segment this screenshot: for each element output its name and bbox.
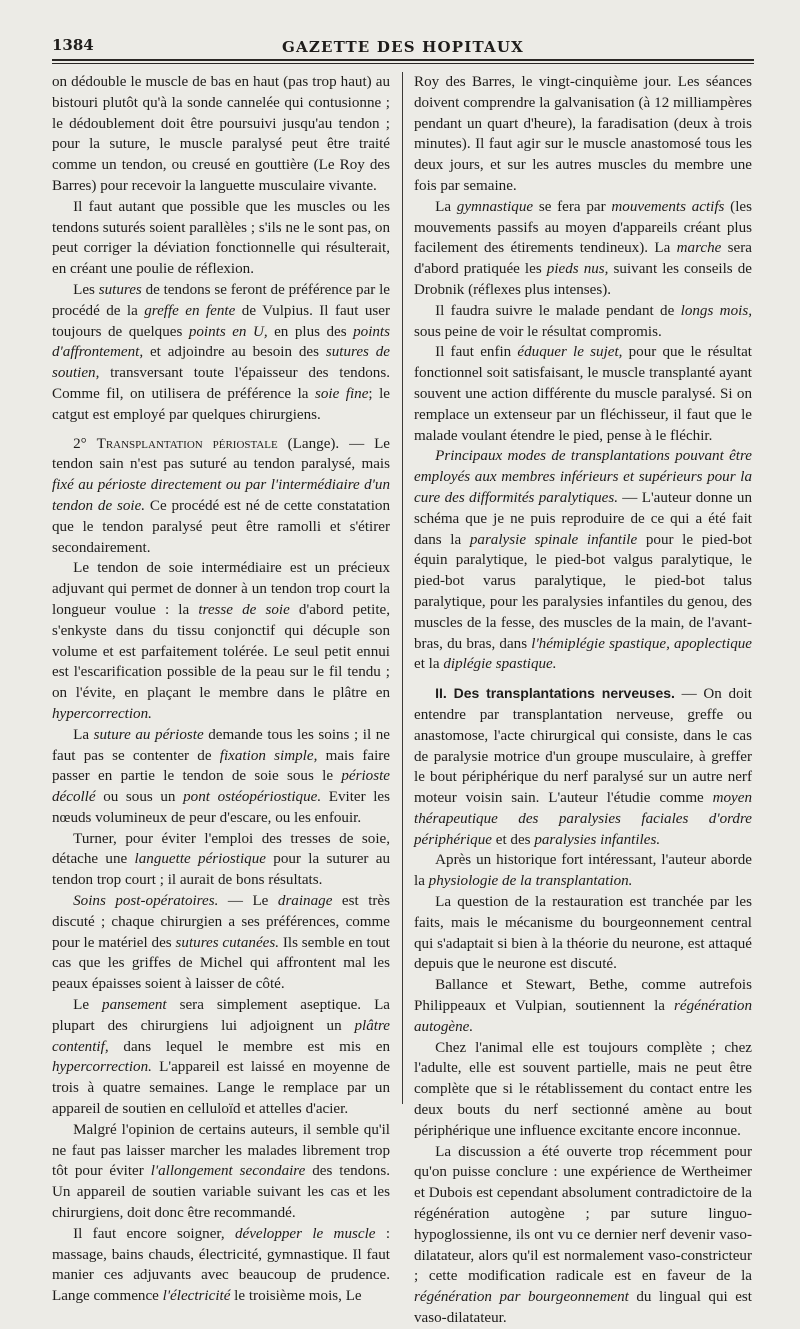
text-run: La discussion a été ouverte trop récemment pour qu'on puisse conclure : une expérience de Wertheimer et Dubois est cependant absolument contradictoire de la régénération autogène ; par suture linguo-hypoglossienne, ils ont vu ce dernier nerf devenir vaso-dilatateur, alors qu'il est normalement vaso-constricteur ; cette modification radicale est en faveur de la xyxy=(414,1143,752,1285)
text-run: Il faut autant que possible que les muscles ou les tendons suturés soient parallèles ; s'ils ne le sont pas, on peut corriger la déviation fonctionnelle qui résulterait, en créant une poulie de réflexion. xyxy=(52,198,390,278)
italic-run: points d'affrontement, xyxy=(52,323,390,361)
paragraph xyxy=(52,725,390,829)
text-run: ; le catgut est employé par quelques chirurgiens. xyxy=(52,385,390,423)
italic-run: Principaux modes de transplantations pouvant être employés aux membres inférieurs et supérieurs pour la cure des difformités paralytiques. xyxy=(414,448,752,506)
italic-run: diplégie spastique. xyxy=(443,656,557,673)
paragraph xyxy=(414,342,752,446)
text-run: Il faut enfin xyxy=(435,344,518,361)
text-run: Malgré l'opinion de certains auteurs, il semble qu'il ne faut pas laisser marcher les malades librement trop tôt pour éviter xyxy=(52,1121,390,1180)
text-run: pour la suturer au tendon trop court ; il aurait de bons résultats. xyxy=(52,851,390,889)
italic-run: régénération par bourgeonnement xyxy=(414,1289,629,1306)
text-run: ou sous un xyxy=(95,789,184,806)
text-run: sera simplement aseptique. La plupart des chirurgiens lui adjoignent un xyxy=(52,997,390,1034)
text-run: et la xyxy=(414,656,444,673)
italic-run: gymnastique xyxy=(456,198,534,215)
paragraph xyxy=(414,1142,752,1329)
text-run: Roy des Barres, le vingt-cinquième jour. Les séances doivent comprendre la galvanisation (à 12 milliampères pendant un quart d'heure), la faradisation (deux à trois minutes). Il faut agir sur le muscle anastomosé tous les deux jours, et sur les autres muscles du membre une fois par semaine. xyxy=(414,74,752,194)
text-run: de Vulpius. Il faut user toujours de quelques xyxy=(52,302,390,340)
page-header xyxy=(52,28,754,58)
paragraph xyxy=(52,434,390,559)
text-run: (les mouvements passifs au moyen d'appareils créant plus facilement des étirements tendineux). La xyxy=(414,198,752,257)
italic-run: physiologie de la transplantation. xyxy=(428,873,633,890)
italic-run: paralysie spinale infantile xyxy=(469,531,638,548)
italic-run: moyen thérapeutique des paralysies faciales d'ordre périphérique xyxy=(414,790,752,848)
italic-run: hypercorrection. xyxy=(52,705,152,722)
italic-run: l'électricité xyxy=(162,1288,231,1305)
text-run: Ils semble en tout cas que les griffes de Michel qui affrontent mal les peaux épaisses soient à laisser de côté. xyxy=(52,934,390,993)
text-run: d'abord petite, s'enkyste dans du tissu conjonctif qui décuple son volume et est parfaitement tolérée. Le seul petit ennui est l'escarification possible de la peau sur le fil tendu ; on l'évite, en plaçant le membre dans le plâtre en xyxy=(52,601,390,702)
paragraph xyxy=(52,891,390,995)
italic-run: fixation simple, xyxy=(219,747,318,764)
column-divider xyxy=(402,72,403,1104)
text-run: des tendons. Un appareil de soutien variable suivant les cas et les chirurgiens, doit donc être recommandé. xyxy=(52,1163,390,1222)
paragraph xyxy=(414,850,752,892)
text-run: transversant toute l'épaisseur des tendons. Comme fil, on utilisera de préférence la xyxy=(52,365,390,402)
text-run: La question de la restauration est tranchée par les faits, mais le mécanisme du bourgeonnement central qui s'adaptait si bien à la théorie du neurone, est attaqué depuis que le neurone est discuté. xyxy=(414,894,752,973)
text-run: se fera par xyxy=(533,198,612,215)
text-run: Les xyxy=(73,281,99,298)
section-heading: II. Des transplantations nerveuses. xyxy=(435,685,675,702)
text-run: est très discuté ; chaque chirurgien a ses préférences, comme pour le matériel des xyxy=(52,893,390,951)
text-run: le troisième mois, Le xyxy=(230,1288,362,1305)
paragraph xyxy=(414,72,752,197)
text-run: La xyxy=(435,198,457,215)
text-run: et des xyxy=(491,831,535,848)
italic-run: fixé au périoste directement ou par l'intermédiaire d'un tendon de soie. xyxy=(52,477,390,514)
text-run: Il faut encore soigner, xyxy=(73,1225,235,1242)
italic-run: points en U, xyxy=(188,323,268,340)
text-run: du lingual qui est vaso-dilatateur. xyxy=(414,1289,752,1327)
text-run: de tendons se feront de préférence par le procédé de la xyxy=(52,281,390,319)
text-run: pour le pied-bot équin paralytique, le pied-bot valgus paralytique, le pied-bot varus paralytique, le pied-bot talus paralytique, pour les paralysies infantiles du genou, des muscles de la fesse, des muscles de la main, de l'avant-bras, du bras, dans xyxy=(414,531,752,652)
text-run: et adjoindre au besoin des xyxy=(143,344,326,361)
italic-run: l'allongement secondaire xyxy=(150,1163,306,1180)
text-run: Il faudra suivre le malade pendant de xyxy=(435,302,681,319)
paragraph xyxy=(414,683,752,850)
text-run: Après un historique fort intéressant, l'auteur aborde la xyxy=(414,852,752,890)
paragraph xyxy=(414,975,752,1037)
paragraph xyxy=(414,446,752,675)
text-run: L'appareil est laissé en moyenne de trois à quatre semaines. Lange le remplace par un appareil de soutien en celluloïd et attelles d'acier. xyxy=(52,1059,390,1118)
text-run: en plus des xyxy=(267,323,354,340)
paragraph xyxy=(52,995,390,1120)
italic-run: sutures de soutien, xyxy=(52,344,390,382)
italic-run: drainage xyxy=(277,893,333,910)
text-run: Le xyxy=(73,997,103,1014)
italic-run: paralysies infantiles. xyxy=(534,831,661,848)
text-run: La xyxy=(73,726,94,743)
paragraph xyxy=(52,280,390,426)
text-run: : massage, bains chauds, électricité, gymnastique. Il faut manier ces adjuvants avec beaucoup de prudence. Lange commence xyxy=(52,1225,391,1305)
text-run: on dédouble le muscle de bas en haut (pas trop haut) au bistouri plutôt qu'à la sonde cannelée qui contusionne ; le dédoublement doit être poursuivi jusqu'au tendon ; pour la suture, le muscle paralysé peut être traité comme un tendon, ou creusé en gouttière (Le Roy des Barres) pour recevoir la languette musculaire vivante. xyxy=(52,74,390,194)
text-run: mais faire passer en partie le tendon de soie sous le xyxy=(52,747,390,785)
text-run: — L'auteur donne un schéma que je ne puis reproduire de ce qui a été fait dans la xyxy=(414,489,752,548)
paragraph xyxy=(414,892,752,975)
paragraph xyxy=(52,558,390,724)
italic-run: développer le muscle xyxy=(234,1225,376,1242)
italic-run: tresse de soie xyxy=(198,601,290,618)
text-run: Eviter les nœuds volumineux de peur d'escare, ou les enfouir. xyxy=(52,789,391,826)
italic-run: l'hémiplégie spastique, apoplectique xyxy=(531,635,752,652)
right-column xyxy=(414,72,752,1329)
text-run: Turner, pour éviter l'emploi des tresses de soie, détache une xyxy=(52,830,390,868)
italic-run: mouvements actifs xyxy=(611,198,725,215)
text-run: 2° xyxy=(73,435,97,452)
italic-run: sutures xyxy=(98,281,142,298)
text-run: Ballance et Stewart, Bethe, comme autrefois Philippeaux et Vulpian, soutiennent la xyxy=(414,977,752,1015)
text-run: sous peine de voir le résultat compromis. xyxy=(414,323,662,340)
header-rule-thick xyxy=(52,59,754,61)
page-number: 1384 xyxy=(52,36,94,54)
text-run: dans lequel le membre est mis en xyxy=(108,1038,390,1055)
text-run: (Lange). — Le tendon sain n'est pas suturé au tendon paralysé, mais xyxy=(52,435,390,473)
text-run: suivant les conseils de Drobnik (réflexes plus intenses). xyxy=(414,261,753,298)
italic-run: Soins post-opératoires. xyxy=(73,893,219,910)
italic-run: pont ostéopériostique. xyxy=(183,789,322,806)
italic-run: longs mois, xyxy=(680,302,752,319)
italic-run: périoste décollé xyxy=(52,768,390,806)
paragraph xyxy=(52,1224,390,1307)
italic-run: pansement xyxy=(102,997,167,1014)
paragraph xyxy=(414,301,752,343)
header-rule-thin xyxy=(52,63,754,64)
italic-run: suture au périoste xyxy=(93,726,204,743)
italic-run: greffe en fente xyxy=(144,302,236,319)
paragraph xyxy=(414,197,752,301)
italic-run: pieds nus, xyxy=(546,261,609,278)
section-heading: Transplantation périostale xyxy=(96,435,278,452)
paragraph xyxy=(52,1120,390,1224)
journal-title: GAZETTE DES HOPITAUX xyxy=(281,38,524,56)
text-run: sera d'abord pratiquée les xyxy=(414,240,752,278)
text-run: Chez l'animal elle est toujours complète ; chez l'adulte, elle est souvent partielle, mais ne peut être complète que si le rétablissement du contact entre les deux bouts du nerf sectionné amène au bout périphérique une influence excitante encore inconnue. xyxy=(414,1039,752,1139)
italic-run: soie fine xyxy=(314,385,369,402)
paragraph xyxy=(52,829,390,891)
text-run: demande tous les soins ; il ne faut pas se contenter de xyxy=(52,726,390,764)
italic-run: languette périostique xyxy=(134,851,266,868)
text-run: Le tendon de soie intermédiaire est un précieux adjuvant qui permet de donner à un tendon trop court la longueur voulue : la xyxy=(52,560,390,618)
text-run: Ce procédé est né de cette constatation que le tendon paralysé peut être ramolli et s'étirer secondairement. xyxy=(52,497,391,556)
left-column xyxy=(52,72,390,1307)
italic-run: marche xyxy=(676,240,722,257)
italic-run: régénération autogène. xyxy=(414,998,752,1035)
text-run: — Le xyxy=(218,893,278,910)
text-run: — On doit entendre par transplantation nerveuse, greffe ou anastomose, l'acte chirurgical qui consiste, dans le cas de paralysie motrice d'un groupe musculaire, à greffer le bout périphérique du nerf paralysé sur un autre nerf moteur voisin sain. L'auteur l'étudie comme xyxy=(414,686,752,807)
paragraph xyxy=(52,72,390,197)
italic-run: éduquer le sujet, xyxy=(517,344,623,361)
paragraph xyxy=(414,1038,752,1142)
italic-run: sutures cutanées. xyxy=(175,934,280,951)
text-run: pour que le résultat fonctionnel soit satisfaisant, le muscle transplanté ayant souvent une action différente du muscle paralysé. Si on remplace un extenseur par un fléchisseur, il faut que le malade voulant étendre le pied, pense à le fléchir. xyxy=(414,344,752,444)
italic-run: hypercorrection. xyxy=(52,1059,152,1076)
paragraph xyxy=(52,197,390,280)
italic-run: plâtre contentif, xyxy=(52,1017,390,1055)
